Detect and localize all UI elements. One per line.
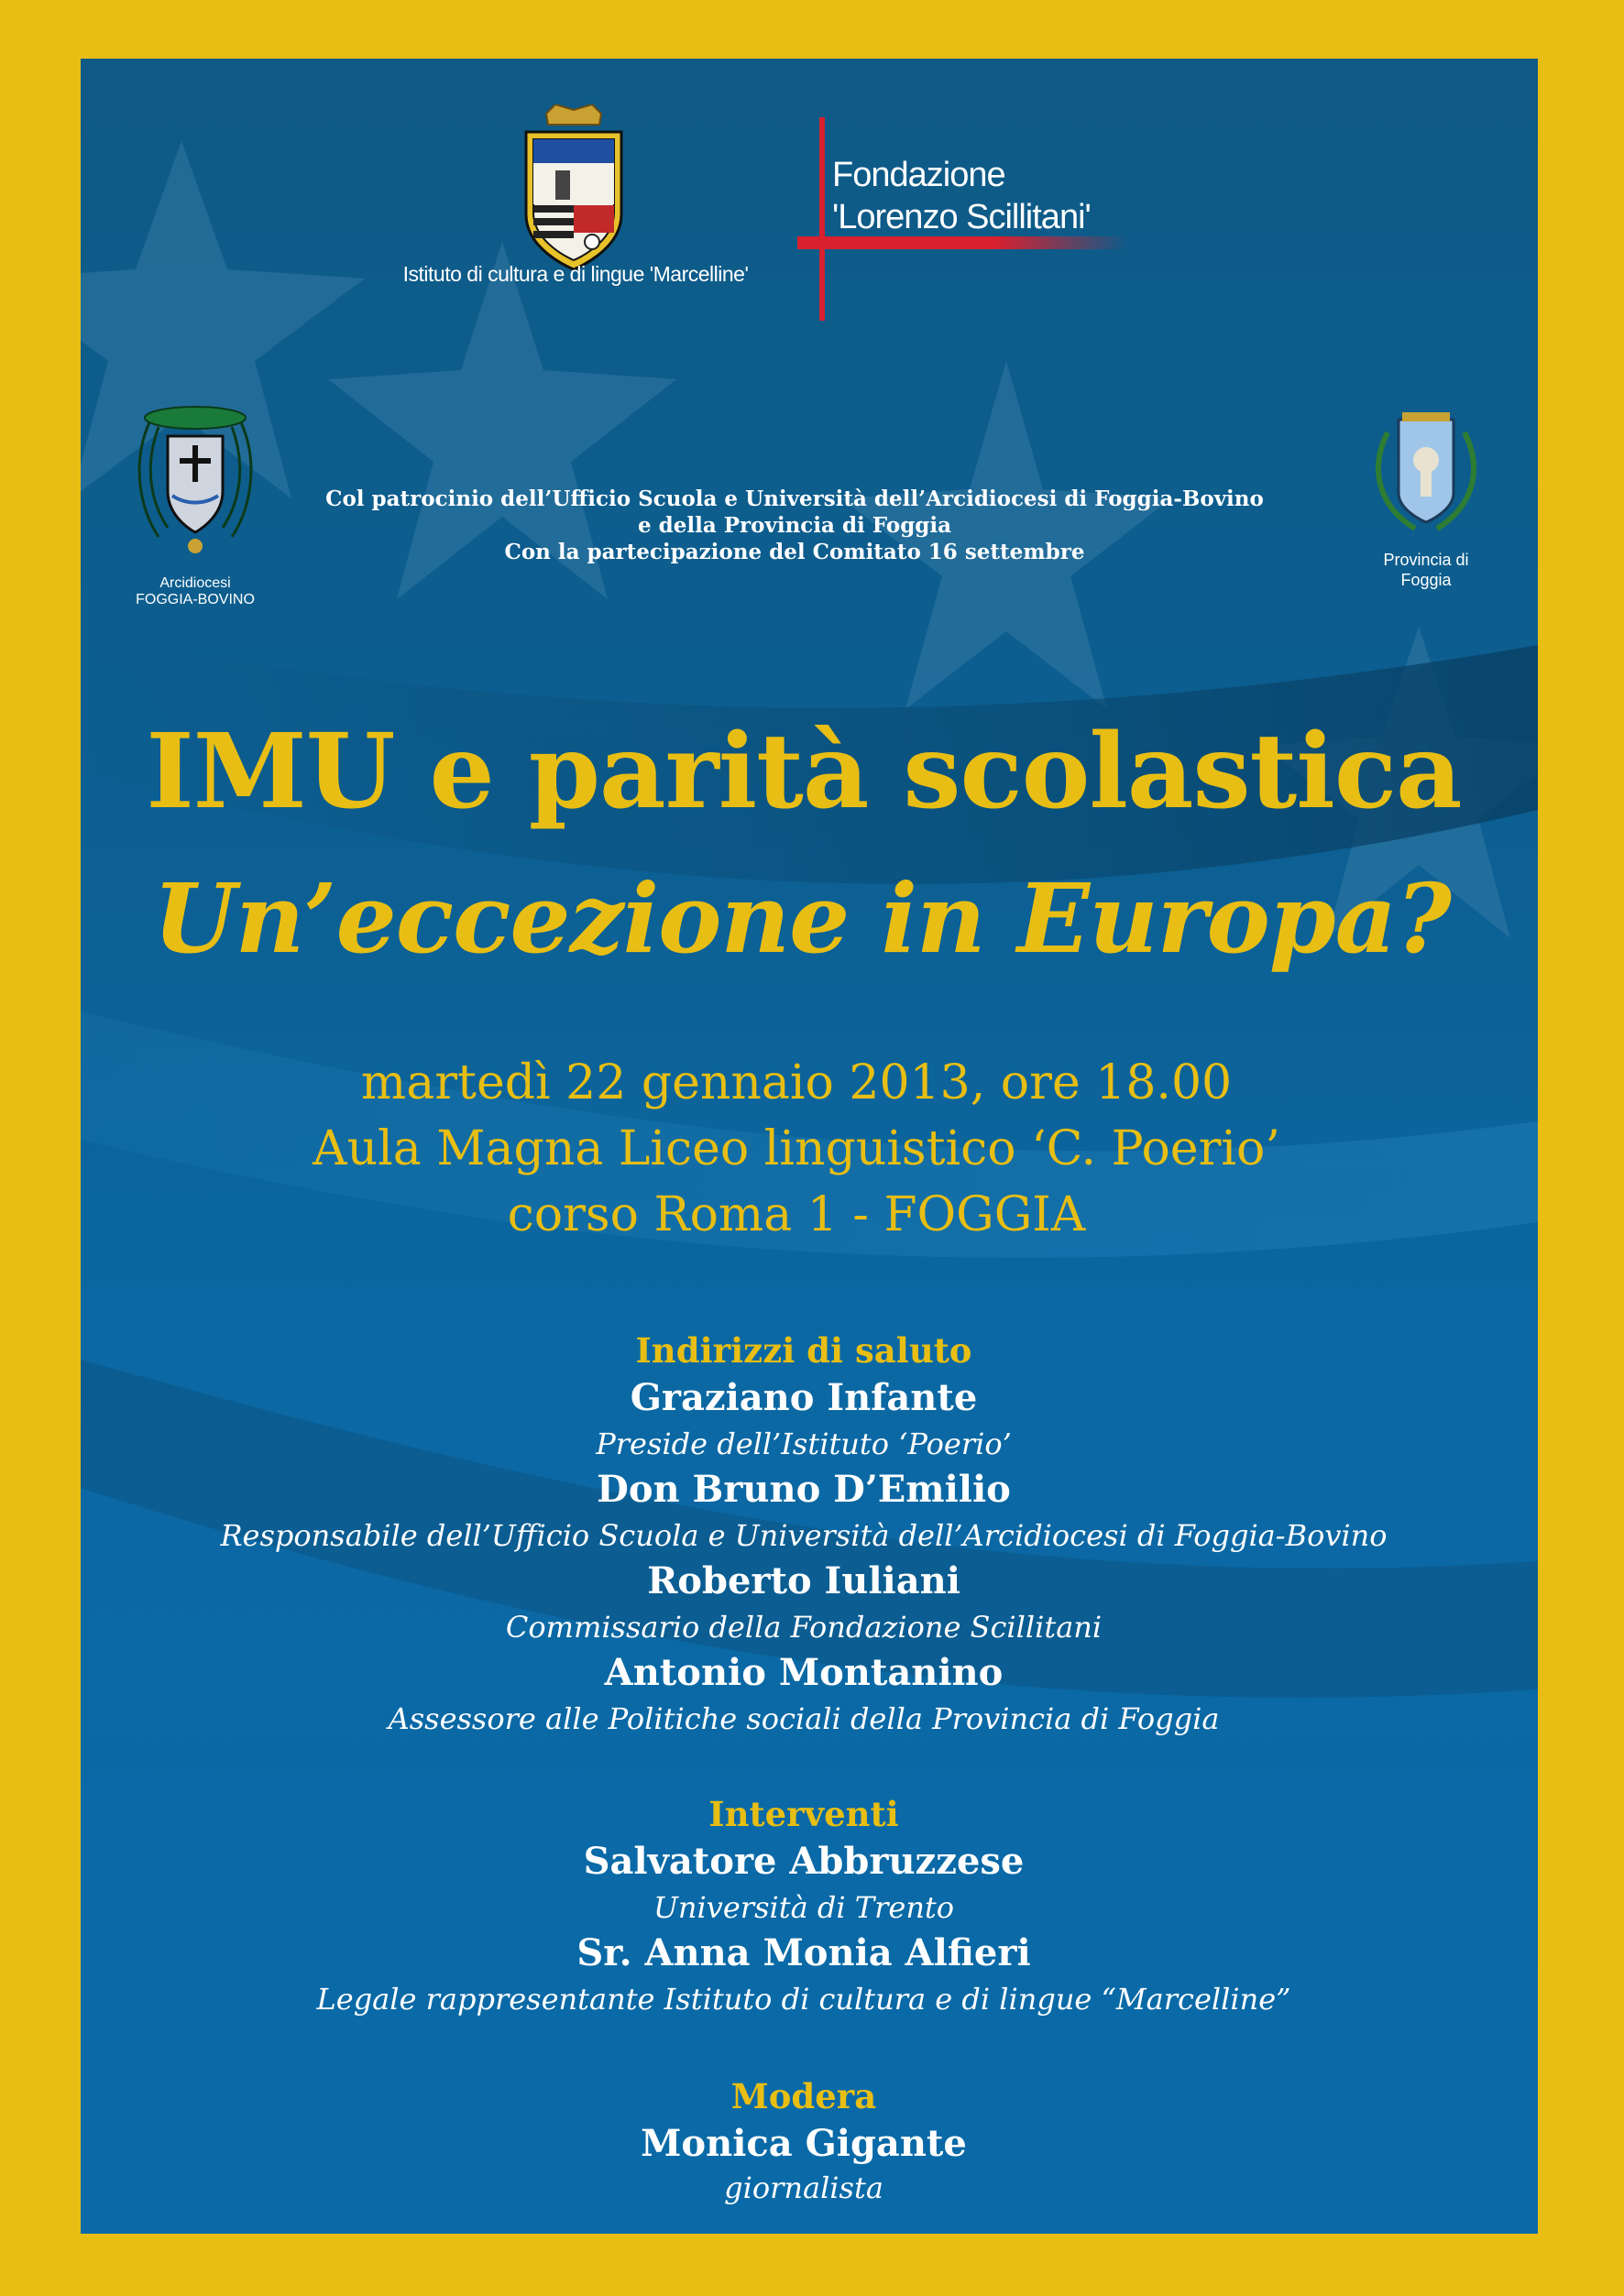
fondazione-horizontal-bar bbox=[797, 236, 1127, 249]
patronage-line2: e della Provincia di Foggia bbox=[637, 513, 951, 538]
greeting-name-1: Graziano Infante bbox=[630, 1376, 978, 1419]
greeting-role-2: Responsabile dell’Ufficio Scuola e Università dell’Arcidiocesi di Foggia-Bovino bbox=[220, 1518, 1388, 1553]
greetings-heading: Indirizzi di saluto bbox=[635, 1330, 972, 1371]
marcelline-caption: Istituto di cultura e di lingue 'Marcelline' bbox=[402, 262, 749, 286]
greeting-role-3: Commissario della Fondazione Scillitani bbox=[505, 1610, 1103, 1645]
moderator-name: Monica Gigante bbox=[641, 2122, 967, 2165]
event-venue: Aula Magna Liceo linguistico ‘C. Poerio’ bbox=[313, 1121, 1280, 1176]
title-line2: Un’eccezione in Europa? bbox=[153, 862, 1451, 975]
talk-role-2: Legale rappresentante Istituto di cultura e di lingue “Marcelline” bbox=[316, 1982, 1291, 2017]
talk-role-1: Università di Trento bbox=[653, 1890, 955, 1925]
talks-heading: Interventi bbox=[708, 1794, 899, 1834]
event-address: corso Roma 1 - FOGGIA bbox=[507, 1187, 1086, 1242]
moderator-role: giornalista bbox=[724, 2170, 883, 2205]
poster bbox=[81, 59, 1538, 2234]
greeting-name-3: Roberto Iuliani bbox=[647, 1559, 960, 1602]
provincia-line1: Provincia di bbox=[1383, 551, 1469, 569]
fondazione-vertical-bar bbox=[819, 117, 825, 321]
fondazione-line2: 'Lorenzo Scillitani' bbox=[832, 198, 1091, 236]
talk-name-1: Salvatore Abbruzzese bbox=[583, 1840, 1025, 1883]
arcidiocesi-line1: Arcidiocesi bbox=[159, 575, 231, 591]
event-date: martedì 22 gennaio 2013, ore 18.00 bbox=[360, 1055, 1233, 1110]
greeting-role-1: Preside dell’Istituto ‘Poerio’ bbox=[596, 1427, 1012, 1461]
greeting-name-2: Don Bruno D’Emilio bbox=[597, 1468, 1011, 1511]
patronage-line3: Con la partecipazione del Comitato 16 settembre bbox=[504, 540, 1085, 564]
moderator-heading: Modera bbox=[730, 2076, 877, 2116]
talk-name-2: Sr. Anna Monia Alfieri bbox=[576, 1931, 1031, 1974]
greeting-role-4: Assessore alle Politiche sociali della Provincia di Foggia bbox=[388, 1701, 1220, 1736]
arcidiocesi-line2: FOGGIA-BOVINO bbox=[136, 592, 255, 607]
greeting-name-4: Antonio Montanino bbox=[604, 1651, 1004, 1694]
marcelline-crest-icon bbox=[519, 104, 629, 279]
provincia-line2: Foggia bbox=[1400, 571, 1452, 589]
fondazione-line1: Fondazione bbox=[832, 156, 1005, 194]
patronage-line1: Col patrocinio dell’Ufficio Scuola e Università dell’Arcidiocesi di Foggia-Bovino bbox=[325, 487, 1264, 511]
title-line1: IMU e parità scolastica bbox=[146, 712, 1462, 832]
